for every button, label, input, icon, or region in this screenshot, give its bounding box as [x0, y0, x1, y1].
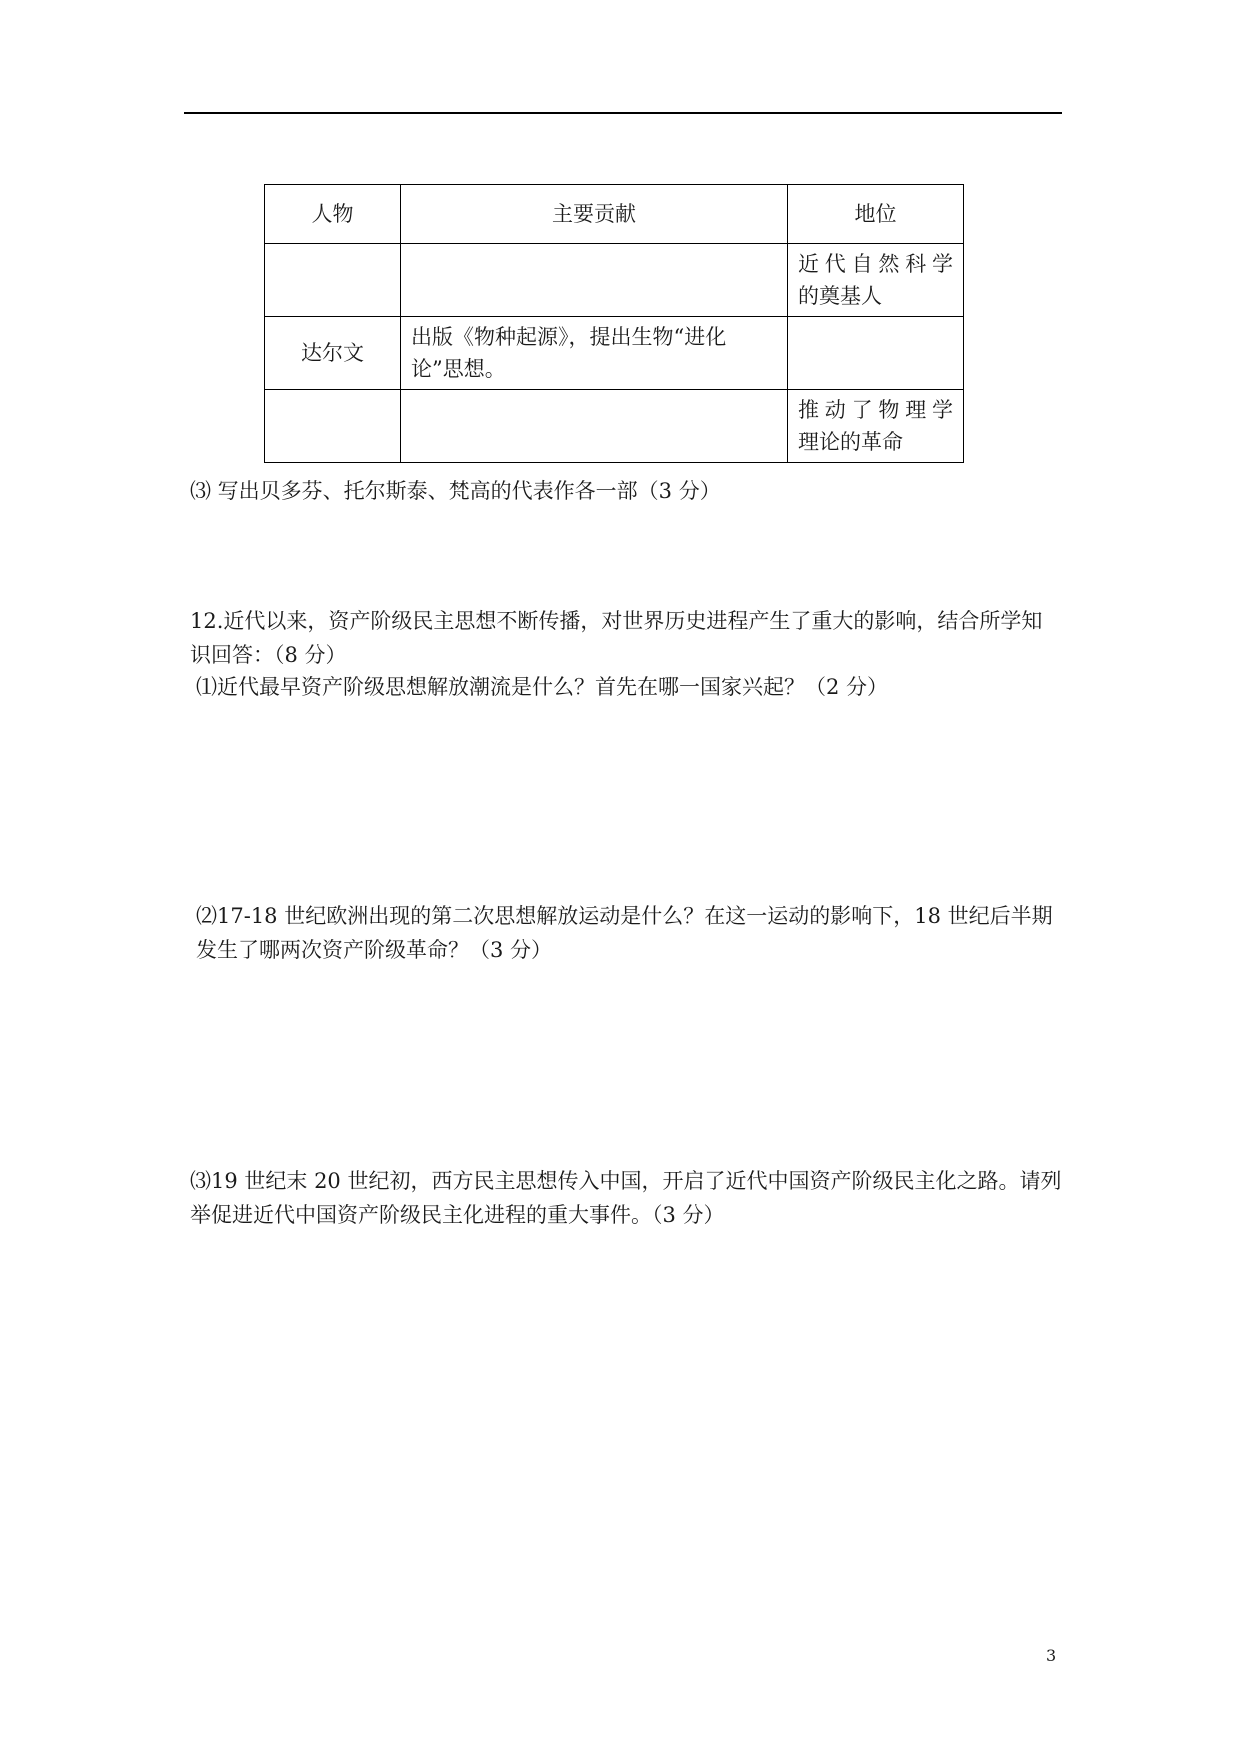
contribution-table	[264, 184, 964, 463]
question-12-stem: 12.近代以来，资产阶级民主思想不断传播，对世界历史进程产生了重大的影响，结合所学知识回答：（8 分）	[190, 609, 1043, 667]
table-row	[265, 317, 964, 390]
question-12-sub3: ⑶19 世纪末 20 世纪初，西方民主思想传入中国，开启了近代中国资产阶级民主化之路。请列举促进近代中国资产阶级民主化进程的重大事件。（3 分）	[190, 1169, 1062, 1227]
cell-person: 达尔文	[265, 317, 401, 390]
status-line: 理论的革命	[798, 430, 903, 454]
cell-status	[788, 390, 964, 463]
cell-contribution	[401, 390, 788, 463]
table-row	[265, 390, 964, 463]
question-12-sub2: ⑵17-18 世纪欧洲出现的第二次思想解放运动是什么？在这一运动的影响下，18 世纪后半期发生了哪两次资产阶级革命？（3 分）	[196, 904, 1053, 962]
page-number: 3	[1046, 1646, 1057, 1665]
question-12-sub1: ⑴近代最早资产阶级思想解放潮流是什么？首先在哪一国家兴起？（2 分）	[196, 675, 889, 699]
status-line: 近代自然科学	[798, 252, 953, 276]
header-status: 地位	[788, 185, 964, 244]
header-person: 人物	[265, 185, 401, 244]
cell-contribution	[401, 244, 788, 317]
cell-status	[788, 244, 964, 317]
table-header-row	[265, 185, 964, 244]
status-line: 的奠基人	[798, 284, 882, 308]
status-line: 推动了物理学	[798, 398, 953, 422]
cell-status	[788, 317, 964, 390]
question-11-3: ⑶ 写出贝多芬、托尔斯泰、梵高的代表作各一部（3 分）	[190, 479, 721, 503]
header-contribution: 主要贡献	[401, 185, 788, 244]
cell-person	[265, 390, 401, 463]
table-row	[265, 244, 964, 317]
header-rule	[184, 112, 1062, 114]
cell-person	[265, 244, 401, 317]
cell-contribution: 出版《物种起源》，提出生物“进化论”思想。	[401, 317, 788, 390]
